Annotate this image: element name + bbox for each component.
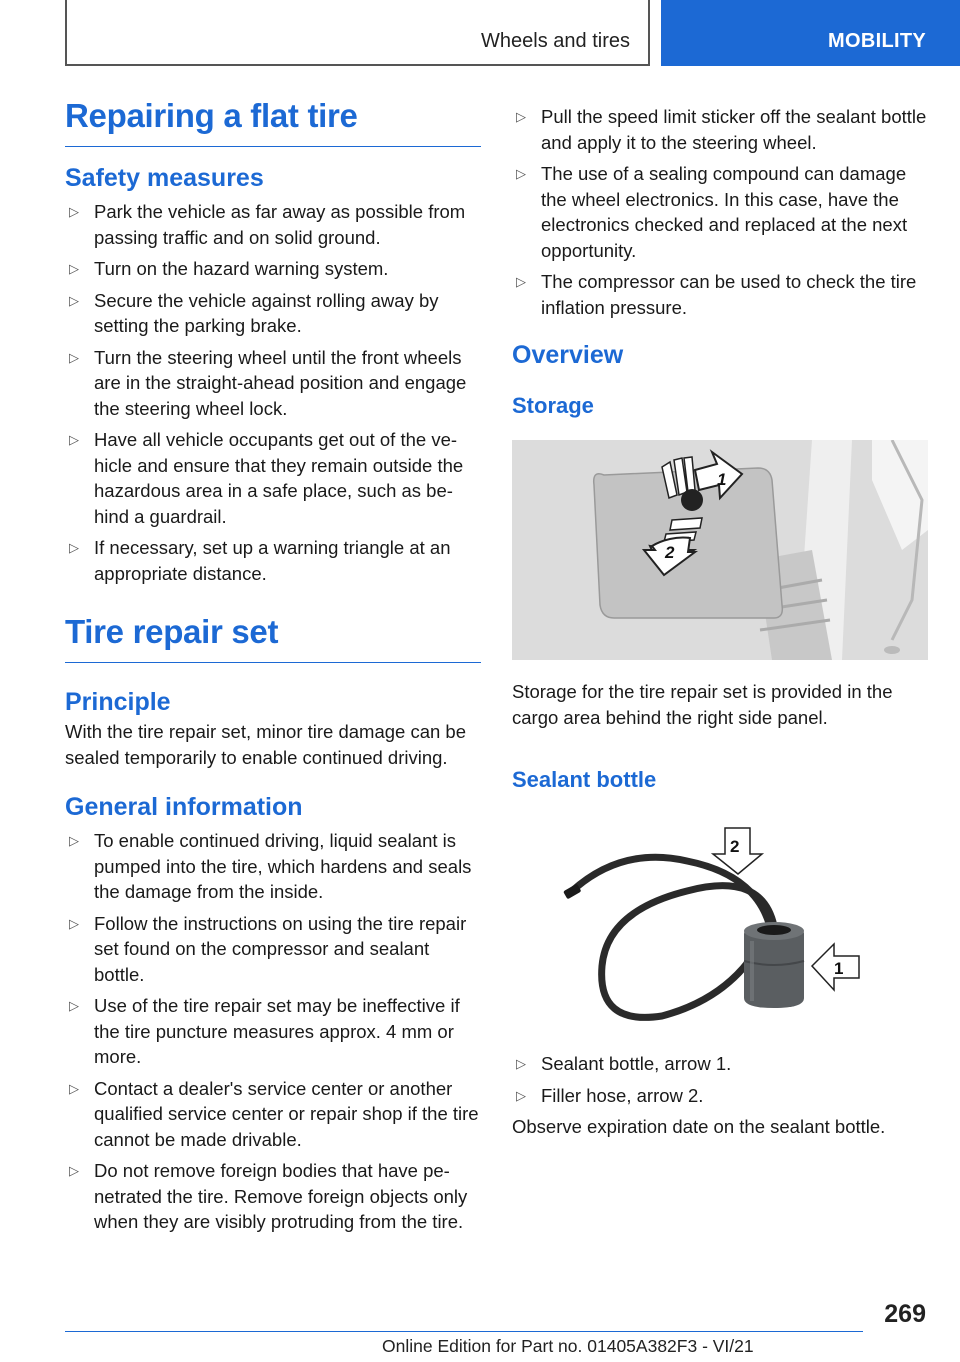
list-item [65,427,481,529]
bullet-triangle-icon: ▷ [516,1087,526,1103]
list-item-text: Follow the instructions on using the tire repair set found on the compressor and sealant bottle. [94,912,467,985]
list-item-text: To enable continued driving, liquid sealant is pumped into the tire, which hardens and seals the damage from the inside. [94,830,472,902]
top-list [512,104,930,320]
list-item-text: The use of a sealing compound can damage the wheel electronics. In this case, have the electronics checked and replaced at the next opportunity. [541,163,908,261]
list-item [65,535,481,586]
list-item-text: Turn on the hazard warning system. [94,258,389,279]
bottle-label-1 [812,944,859,990]
bullet-triangle-icon: ▷ [69,1163,79,1178]
footer-edition: Online Edition for Part no. 01405A382F3 - VI/21 [382,1336,754,1356]
list-item [65,911,481,988]
list-item-text: Have all vehicle occupants get out of the vehicle and ensure that they remain outside the hazardous area in a safe place, such as behind a guardrail. [94,429,464,527]
bullet-triangle-icon: ▷ [516,109,526,124]
list-item-text: Sealant bottle, arrow 1. [541,1053,732,1074]
bullet-triangle-icon: ▷ [69,998,79,1013]
list-item [512,104,930,155]
title-repairing-flat-tire: Repairing a flat tire [65,96,481,147]
header-section-title: Wheels and tires [481,30,630,52]
bullet-triangle-icon: ▷ [69,261,79,276]
sealant-bottle [744,922,804,1008]
svg-text:1: 1 [834,959,844,978]
right-column [512,104,930,1140]
list-item [65,288,481,339]
svg-text:2: 2 [665,543,675,562]
sealant-list [512,1051,930,1108]
heading-general-information: General information [65,793,303,821]
list-item [65,199,481,250]
header-section-box [65,0,650,66]
bullet-triangle-icon: ▷ [69,540,79,555]
bullet-triangle-icon: ▷ [69,915,79,931]
list-item-text: Secure the vehicle against rolling away by setting the parking brake. [94,289,439,336]
list-item [65,828,481,905]
sealant-bottle-illustration [512,816,928,1036]
list-item-text: Use of the tire repair set may be ineffective if the tire puncture measures approx. 4 mm or more. [94,995,460,1067]
list-item-text: Contact a dealer's service center or another qualified service center or repair shop if the tire cannot be made drivable. [94,1077,479,1150]
left-column [65,96,481,1241]
list-item [512,269,930,320]
heading-safety-measures: Safety measures [65,164,264,192]
title-tire-repair-set: Tire repair set [65,612,481,663]
bullet-triangle-icon: ▷ [69,204,79,219]
bullet-triangle-icon: ▷ [516,274,526,289]
bullet-triangle-icon: ▷ [516,166,526,181]
list-item-text: Do not remove foreign bodies that have penetrated the tire. Remove foreign objects only when they are visibly protruding from the tire. [94,1160,468,1232]
list-item [512,1083,930,1109]
list-item-text: If necessary, set up a warning triangle at an appropriate distance. [94,537,451,584]
list-item-text: Park the vehicle as far away as possible from passing traffic and on solid ground. [94,201,466,248]
bullet-triangle-icon: ▷ [69,349,79,365]
general-list [65,828,481,1235]
bottle-label-2 [713,828,762,874]
heading-storage: Storage [512,393,594,418]
list-item [65,256,481,282]
page-number: 269 [884,1300,926,1328]
bullet-triangle-icon: ▷ [516,1056,526,1071]
list-item-text: Turn the steering wheel until the front wheels are in the straight-ahead position and engage the steering wheel lock. [94,346,467,419]
list-item [512,1051,930,1077]
header-chapter-title: MOBILITY [828,30,926,52]
list-item [512,161,930,263]
storage-illustration [512,440,928,660]
bullet-triangle-icon: ▷ [69,833,79,848]
bullet-triangle-icon: ▷ [69,432,79,447]
list-item [65,1158,481,1235]
bullet-triangle-icon: ▷ [69,292,79,308]
list-item-text: Pull the speed limit sticker off the sealant bottle and apply it to the steering wheel. [541,106,927,153]
storage-text: Storage for the tire repair set is provided in the cargo area behind the right side panel. [512,681,893,728]
list-item [65,345,481,422]
principle-text: With the tire repair set, minor tire damage can be sealed temporarily to enable continued driving. [65,721,467,768]
page-header [0,0,960,66]
bullet-triangle-icon: ▷ [69,1080,79,1096]
safety-list [65,199,481,586]
heading-sealant-bottle: Sealant bottle [512,767,657,792]
svg-text:1: 1 [717,470,727,489]
expiration-text: Observe expiration date on the sealant bottle. [512,1116,886,1137]
heading-principle: Principle [65,688,171,716]
heading-overview: Overview [512,341,624,369]
list-item [65,993,481,1070]
list-item-text: The compressor can be used to check the tire inflation pressure. [541,271,917,318]
svg-text:2: 2 [730,837,740,856]
list-item [65,1076,481,1153]
footer-divider [65,1331,863,1332]
header-chapter-tab [661,0,960,66]
list-item-text: Filler hose, arrow 2. [541,1084,704,1106]
